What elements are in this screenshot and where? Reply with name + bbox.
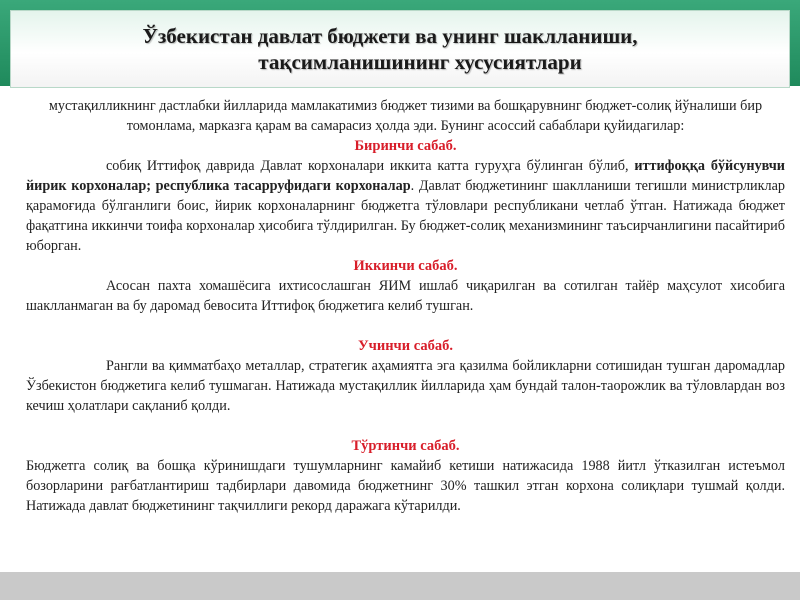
reason-4-heading: Тўртинчи сабаб.: [351, 438, 460, 454]
slide-title-line-2: тақсимланишининг хусусиятлари: [258, 50, 582, 74]
reason-1-text-end: . Давлат бюджетининг шаклланиши тегишли министрликлар қарамоғида бўлганлиги боис, йирик корхоналарнинг бюджетга тўловлари республикани четлаб ўтган. Натижада бюджет фақатгина иккинчи тоифа корхоналар ҳисобига тўлдирилган. Бу бюджет-солиқ механизмининг таъсирчанлигини пасайтириб юборган.: [26, 178, 785, 254]
spacer: [26, 416, 785, 436]
reason-1-bold-text: иттифоққа бўйсунувчи йирик корхоналар; республика тасарруфидаги корхоналар: [26, 158, 785, 194]
reason-2-text: Асосан пахта хомашёсига ихтисослашган ЯИМ ишлаб чиқарилган ва сотилган тайёр маҳсулот хисобига шаклланмаган ва бу даромад бевосита Иттифоқ бюджетига келиб тушган.: [26, 278, 785, 314]
reason-4-text: Бюджетга солиқ ва бошқа кўринишдаги тушумларнинг камайиб кетиши натижасида 1988 йитл ўтказилган истеъмол бозорларини рағбатлантириш тадбирлари давомида бюджетнинг 30% ташкил этган корхона солиқлари тушмай қолди. Натижада давлат бюджетининг тақчиллиги рекорд даражага кўтарилди.: [26, 458, 785, 514]
footer-band: [0, 572, 800, 600]
title-box: [10, 10, 790, 88]
reason-3-heading: Учинчи сабаб.: [358, 338, 453, 354]
spacer: [26, 316, 785, 336]
reason-1-text: [26, 156, 785, 256]
reason-1-text-start: собиқ Иттифоқ даврида Давлат корхоналари иккита катта гуруҳга бўлинган бўлиб,: [106, 158, 635, 174]
reason-3-text: Рангли ва қимматбаҳо металлар, стратегик аҳамиятга эга қазилма бойликларни сотишидан тушган даромадлар Ўзбекистон бюджетига келиб тушмаган. Натижада мустақиллик йилларида ҳам бундай талон-таорожлик ва тўловлардан воз кечиш ҳолатлари сақланиб қолди.: [26, 358, 785, 414]
intro-paragraph: мустақилликнинг дастлабки йилларида мамлакатимиз бюджет тизими ва бошқарувнинг бюджет-солиқ йўналиши бир томонлама, марказга қарам ва самарасиз ҳолда эди. Бунинг асоссий сабаблари қуйидагилар:: [48, 98, 763, 134]
reason-1-heading: Биринчи сабаб.: [354, 138, 457, 154]
reason-2-heading: Иккинчи сабаб.: [353, 258, 458, 274]
slide-title-line-1: Ўзбекистан давлат бюджети ва унинг шаклланиши,: [142, 24, 638, 48]
slide-body: [26, 96, 785, 516]
